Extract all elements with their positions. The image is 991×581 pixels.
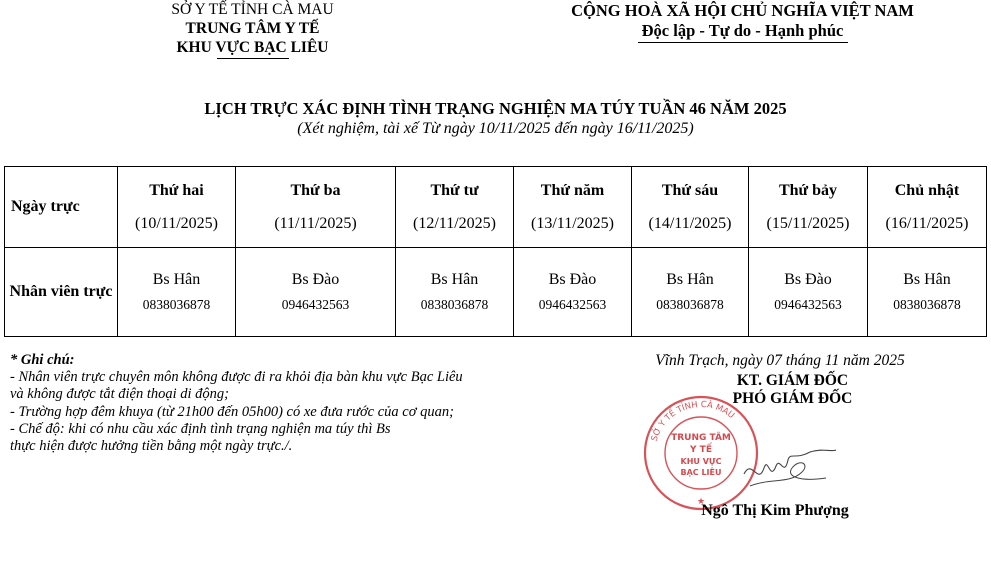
row-label-cell: [5, 167, 118, 248]
staff-phone: 0838036878: [142, 297, 211, 312]
signer-name: Ngô Thị Kim Phượng: [701, 502, 849, 519]
signer-title-2: PHÓ GIÁM ĐỐC: [732, 390, 853, 407]
national-title: CỘNG HOÀ XÃ HỘI CHỦ NGHĨA VIỆT NAM: [571, 1, 914, 20]
agency-name-line2: KHU VỰC BẠC LIÊU: [176, 39, 329, 56]
staff-name: Bs Hân: [666, 271, 714, 288]
day-name: Thứ sáu: [661, 181, 719, 199]
day-date: (14/11/2025): [648, 214, 732, 232]
day-name: Thứ năm: [540, 181, 605, 199]
note-line: - Trường hợp đêm khuya (từ 21h00 đến 05h00) có xe đưa rước của cơ quan;: [10, 403, 454, 420]
day-date: (11/11/2025): [274, 214, 357, 232]
national-motto: Độc lập - Tự do - Hạnh phúc: [641, 21, 844, 40]
staff-cell: [868, 248, 987, 337]
table-row-days: [5, 167, 987, 248]
day-name: Thứ ba: [290, 181, 341, 199]
staff-name: Bs Hân: [430, 271, 479, 288]
staff-cell: [749, 248, 868, 337]
agency-name-line1: TRUNG TÂM Y TẾ: [185, 20, 320, 37]
agency-header: [130, 0, 375, 59]
note-line: thực hiện được hưởng tiền bằng một ngày trực./.: [10, 438, 293, 455]
row-label-duty-date: Ngày trực: [11, 198, 80, 215]
staff-cell: [514, 248, 632, 337]
day-name: Chủ nhật: [894, 181, 960, 199]
motto-underline: [638, 42, 848, 43]
staff-phone: 0946432563: [281, 297, 350, 312]
svg-text:KHU VỰC: KHU VỰC: [680, 457, 722, 466]
row-label-cell: [5, 248, 118, 337]
staff-phone: 0838036878: [420, 297, 489, 312]
duty-schedule-table: [4, 166, 987, 337]
document-title: LỊCH TRỰC XÁC ĐỊNH TÌNH TRẠNG NGHIỆN MA TÚY TUẦN 46 NĂM 2025: [204, 99, 787, 118]
svg-text:BẠC LIÊU: BẠC LIÊU: [680, 468, 722, 477]
day-cell: [632, 167, 749, 248]
staff-cell: [632, 248, 749, 337]
signer-title-1: KT. GIÁM ĐỐC: [736, 372, 849, 389]
staff-name: Bs Hân: [903, 271, 951, 288]
agency-underline: [217, 58, 289, 59]
staff-phone: 0838036878: [893, 297, 961, 312]
day-date: (10/11/2025): [135, 214, 218, 232]
svg-text:Y TẾ: Y TẾ: [690, 445, 712, 455]
staff-phone: 0946432563: [538, 297, 607, 312]
place-date: Vĩnh Trạch, ngày 07 tháng 11 năm 2025: [655, 352, 905, 369]
agency-parent: SỞ Y TẾ TỈNH CÀ MAU: [171, 1, 334, 18]
staff-name: Bs Đào: [291, 271, 340, 288]
notes-title: * Ghi chú:: [10, 352, 75, 368]
day-cell: [236, 167, 396, 248]
handwritten-signature: [740, 438, 840, 498]
document-subtitle: (Xét nghiệm, tài xế Từ ngày 10/11/2025 đến ngày 16/11/2025): [297, 120, 694, 137]
svg-text:TRUNG TÂM: TRUNG TÂM: [671, 433, 731, 443]
note-line: - Chế độ: khi có nhu cầu xác định tình trạng nghiện ma túy thì Bs: [10, 420, 391, 437]
staff-name: Bs Đào: [548, 271, 597, 288]
staff-phone: 0946432563: [774, 297, 842, 312]
national-header: [560, 1, 925, 43]
note-line: và không được tắt điện thoại di động;: [10, 386, 230, 403]
day-cell: [118, 167, 236, 248]
svg-text:SỞ Y TẾ TỈNH CÀ MAU: SỞ Y TẾ TỈNH CÀ MAU: [649, 399, 737, 443]
row-label-staff: Nhân viên trực: [9, 283, 113, 300]
svg-text:★: ★: [696, 497, 706, 507]
staff-cell: [236, 248, 396, 337]
day-cell: [514, 167, 632, 248]
table-row-staff: [5, 248, 987, 337]
day-date: (15/11/2025): [766, 214, 850, 232]
day-date: (13/11/2025): [531, 214, 614, 232]
staff-cell: [396, 248, 514, 337]
staff-name: Bs Hân: [152, 271, 201, 288]
staff-name: Bs Đào: [784, 271, 832, 288]
day-date: (16/11/2025): [885, 214, 969, 232]
day-cell: [396, 167, 514, 248]
notes-block: [10, 352, 530, 455]
day-name: Thứ bảy: [778, 181, 838, 199]
day-cell: [868, 167, 987, 248]
note-line: - Nhân viên trực chuyên môn không được đi ra khỏi địa bàn khu vực Bạc Liêu: [10, 369, 463, 386]
day-cell: [749, 167, 868, 248]
day-name: Thứ hai: [149, 181, 204, 199]
staff-phone: 0838036878: [656, 297, 724, 312]
day-name: Thứ tư: [430, 181, 479, 199]
staff-cell: [118, 248, 236, 337]
day-date: (12/11/2025): [413, 214, 496, 232]
